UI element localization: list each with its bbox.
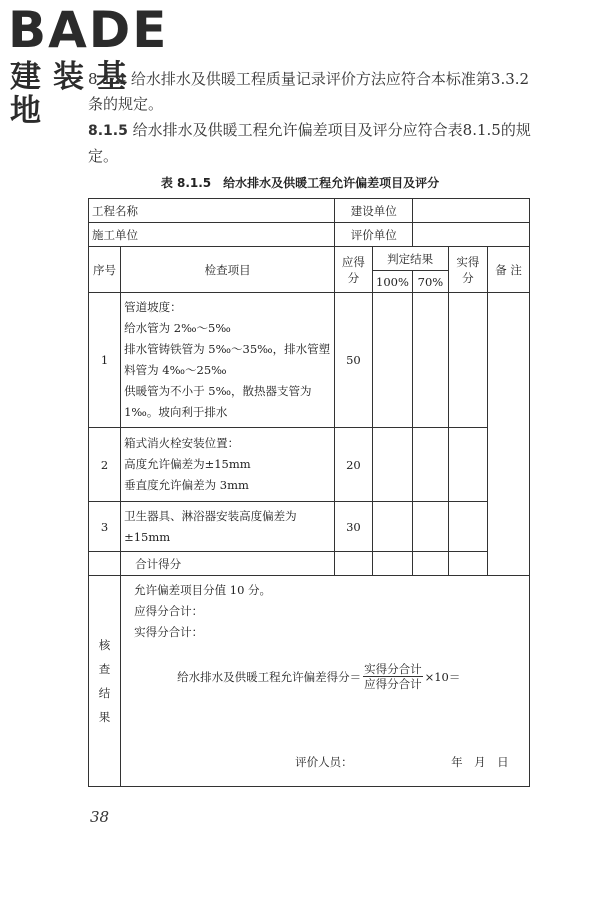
total-index — [89, 552, 121, 576]
table-row — [89, 293, 530, 428]
check-result-char: 核 — [98, 638, 111, 652]
builder-cell — [89, 223, 335, 247]
clause-number: 8.1.5 — [88, 123, 128, 139]
construction-unit-value — [413, 199, 530, 223]
construction-unit-label: 建设单位 — [335, 199, 413, 223]
item-line: 供暖管为不小于 5‰，散热器支管为 1‰。坡向利于排水 — [124, 384, 312, 419]
table-title: 表 8.1.5 给水排水及供暖工程允许偏差项目及评分 — [160, 176, 440, 190]
total-label — [121, 552, 335, 576]
evaluation-unit-label: 评价单位 — [335, 223, 413, 247]
header-judgment: 判定结果 — [372, 247, 448, 271]
check-result-label — [89, 576, 121, 787]
row-pct100 — [372, 293, 413, 428]
check-result-char: 果 — [98, 710, 111, 724]
item-line: 管道坡度： — [124, 300, 182, 314]
paragraph-8-1-5 — [88, 118, 538, 169]
check-result-content — [121, 576, 530, 787]
check-result-row — [89, 576, 530, 787]
formula-suffix: ×10＝ — [424, 669, 461, 684]
formula-fraction — [363, 662, 423, 691]
builder-row — [89, 223, 530, 247]
evaluation-unit-value — [413, 223, 530, 247]
row-pct100 — [372, 428, 413, 502]
total-due — [335, 552, 372, 576]
header-due-score: 应得分 — [335, 247, 372, 293]
page-number: 38 — [90, 808, 110, 826]
formula-numerator: 实得分合计 — [364, 662, 422, 676]
logo-sub-text: 建装基地 — [10, 59, 139, 129]
row-score: 50 — [335, 293, 372, 428]
summary-line: 实得分合计： — [134, 625, 204, 639]
row-score: 20 — [335, 428, 372, 502]
evaluator-label: 评价人员： — [295, 755, 353, 769]
row-pct70 — [413, 428, 448, 502]
formula-prefix: 给水排水及供暖工程允许偏差得分＝ — [177, 669, 362, 684]
item-line: 排水管铸铁管为 5‰～35‰，排水管塑料管为 4‰～25‰ — [124, 342, 331, 377]
header-index: 序号 — [89, 247, 121, 293]
check-result-char: 查 — [98, 662, 111, 676]
total-label-text: 合计得分 — [135, 556, 182, 571]
item-line: 高度允许偏差为±15mm — [124, 457, 251, 471]
row-actual — [448, 502, 488, 552]
row-actual — [448, 293, 488, 428]
row-item — [121, 502, 335, 552]
summary-block — [121, 576, 529, 786]
logo-main-text: BADE — [8, 1, 169, 59]
remarks-cell — [488, 293, 530, 576]
row-index: 1 — [89, 293, 121, 428]
row-score: 30 — [335, 502, 372, 552]
header-actual-score: 实得分 — [448, 247, 488, 293]
total-actual — [448, 552, 488, 576]
row-pct100 — [372, 502, 413, 552]
score-formula — [177, 662, 460, 691]
header-pct-70: 70% — [413, 271, 448, 293]
summary-line: 应得分合计： — [134, 604, 204, 618]
row-pct70 — [413, 502, 448, 552]
row-pct70 — [413, 293, 448, 428]
clause-text: 给水排水及供暖工程允许偏差项目及评分应符合表8.1.5的规定。 — [88, 121, 531, 165]
header-row-1 — [89, 247, 530, 271]
builder-label: 施工单位 — [92, 227, 138, 242]
summary-line: 允许偏差项目分值 10 分。 — [134, 583, 272, 597]
total-pct100 — [372, 552, 413, 576]
total-row — [89, 552, 530, 576]
row-item — [121, 428, 335, 502]
project-name-cell — [89, 199, 335, 223]
header-item: 检查项目 — [121, 247, 335, 293]
table-row — [89, 502, 530, 552]
item-line: 垂直度允许偏差为 3mm — [124, 478, 249, 492]
total-pct70 — [413, 552, 448, 576]
paragraph-8-1-4: 8.1.4 给水排水及供暖工程质量记录评价方法应符合本标准第3.3.2条的规定。 — [88, 70, 530, 113]
item-line: 给水管为 2‰～5‰ — [124, 321, 231, 335]
evaluation-date: 年 月 日 — [451, 755, 509, 769]
row-item — [121, 293, 335, 428]
item-line: 卫生器具、淋浴器安装高度偏差为±15mm — [124, 508, 297, 544]
project-name-row — [89, 199, 530, 223]
item-line: 箱式消火栓安装位置： — [124, 436, 240, 450]
row-index: 2 — [89, 428, 121, 502]
header-pct-100: 100% — [372, 271, 413, 293]
formula-denominator: 应得分合计 — [364, 677, 422, 691]
row-index: 3 — [89, 502, 121, 552]
check-result-char: 结 — [98, 686, 111, 700]
header-remarks: 备 注 — [488, 247, 530, 293]
table-row — [89, 428, 530, 502]
project-name-label: 工程名称 — [92, 203, 138, 218]
deviation-score-table — [88, 198, 530, 787]
row-actual — [448, 428, 488, 502]
